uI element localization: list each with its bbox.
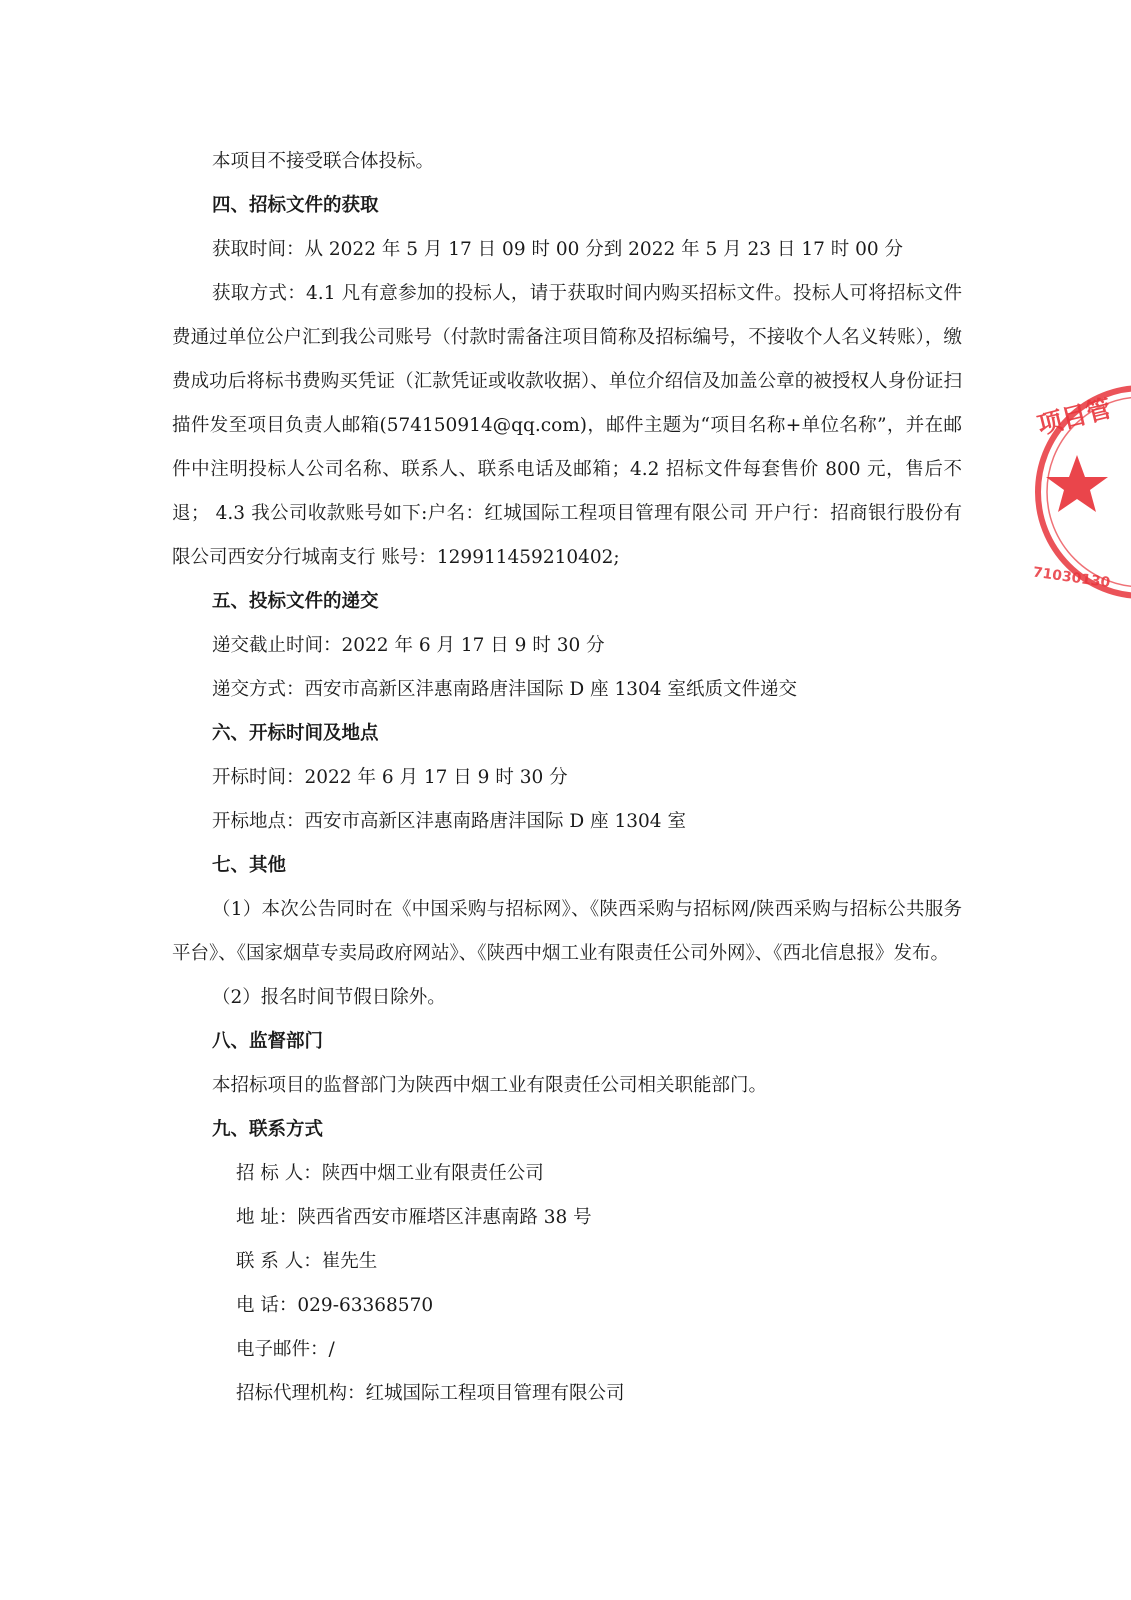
section-heading-9: 九、联系方式 (212, 1119, 324, 1140)
paragraph-holiday: （2）报名时间节假日除外。 (212, 987, 446, 1008)
paragraph-submit-method: 递交方式：西安市高新区沣惠南路唐沣国际 D 座 1304 室纸质文件递交 (212, 679, 797, 700)
section-heading-6: 六、开标时间及地点 (212, 723, 379, 744)
paragraph-publication: （1）本次公告同时在《中国采购与招标网》、《陕西采购与招标网/陕西采购与招标公共服务平台》、《国家烟草专卖局政府网站》、《陕西中烟工业有限责任公司外网》、《西北信息报》发布。 (172, 899, 962, 964)
contact-email: 电子邮件：/ (236, 1339, 335, 1360)
contact-person: 联 系 人：崔先生 (236, 1251, 378, 1272)
contact-tenderer: 招 标 人：陕西中烟工业有限责任公司 (236, 1163, 544, 1184)
section-heading-8: 八、监督部门 (212, 1031, 324, 1052)
paragraph-opening-place: 开标地点：西安市高新区沣惠南路唐沣国际 D 座 1304 室 (212, 811, 686, 832)
paragraph-submit-deadline: 递交截止时间：2022 年 6 月 17 日 9 时 30 分 (212, 635, 605, 656)
document-body (172, 140, 962, 1416)
contact-phone: 电 话：029-63368570 (236, 1295, 434, 1316)
section-heading-7: 七、其他 (212, 855, 287, 876)
paragraph-no-consortium: 本项目不接受联合体投标。 (212, 151, 435, 172)
company-seal (1032, 382, 1131, 612)
section-heading-5: 五、投标文件的递交 (212, 591, 379, 612)
paragraph-opening-time: 开标时间：2022 年 6 月 17 日 9 时 30 分 (212, 767, 568, 788)
paragraph-supervision: 本招标项目的监督部门为陕西中烟工业有限责任公司相关职能部门。 (212, 1075, 768, 1096)
contact-address: 地 址：陕西省西安市雁塔区沣惠南路 38 号 (236, 1207, 592, 1228)
paragraph-acquire-time: 获取时间：从 2022 年 5 月 17 日 09 时 00 分到 2022 年 5 月 23 日 17 时 00 分 (212, 239, 904, 260)
seal-top-text: 项目管 (1034, 393, 1115, 440)
paragraph-acquire-method: 获取方式：4.1 凡有意参加的投标人，请于获取时间内购买招标文件。投标人可将招标文件费通过单位公户汇到我公司账号（付款时需备注项目简称及招标编号，不接收个人名义转账），缴费成功后将标书费购买凭证（汇款凭证或收款收据）、单位介绍信及加盖公章的被授权人身份证扫描件发至项目负责人邮箱(574150914@qq.com)，邮件主题为“项目名称+单位名称”，并在邮件中注明投标人公司名称、联系人、联系电话及邮箱；4.2 招标文件每套售价 800 元，售后不退； 4.3 我公司收款账号如下:户名：红城国际工程项目管理有限公司 开户行：招商银行股份有限公司西安分行城南支行 账号：129911459210402; (172, 283, 962, 568)
contact-agency: 招标代理机构：红城国际工程项目管理有限公司 (236, 1383, 625, 1404)
section-heading-4: 四、招标文件的获取 (212, 195, 379, 216)
seal-bottom-text: 71030130 (1032, 564, 1112, 592)
seal-stamp-icon (1032, 382, 1131, 612)
